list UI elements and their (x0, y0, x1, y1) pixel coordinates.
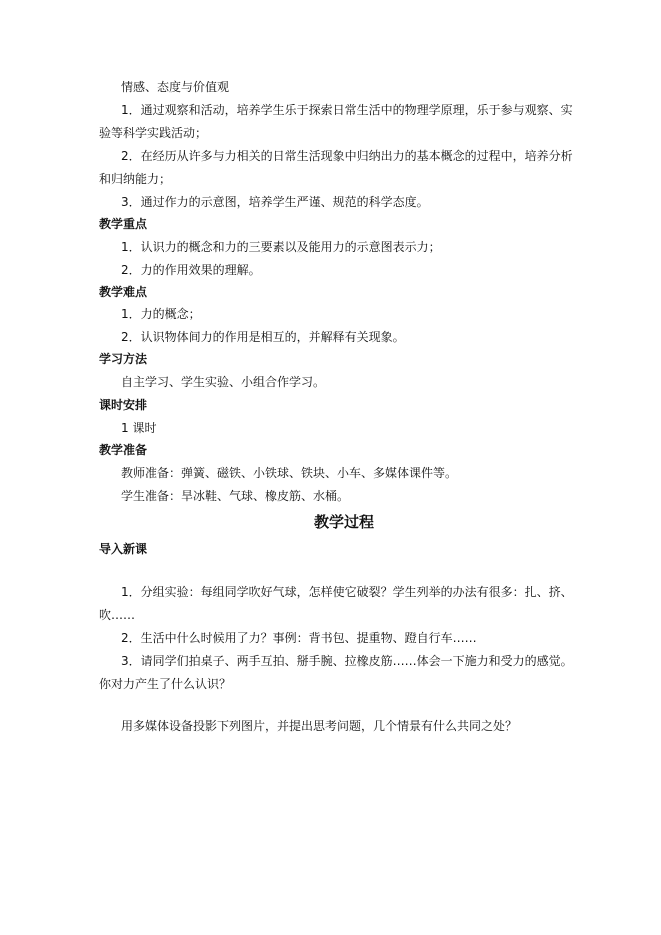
paragraph-line: 验等科学实践活动； (99, 126, 208, 140)
paragraph-line: 你对力产生了什么认识？ (99, 677, 232, 691)
heading-learning-methods: 学习方法 (99, 352, 148, 366)
paragraph-line: 1．分组实验：每组同学吹好气球，怎样使它破裂？学生列举的办法有很多：扎、挤、 (121, 585, 573, 599)
paragraph-line: 学生准备：旱冰鞋、气球、橡皮筋、水桶。 (121, 489, 350, 503)
paragraph-line: 2．生活中什么时候用了力？事例：背书包、提重物、蹬自行车…… (121, 631, 477, 645)
paragraph-line: 1．通过观察和活动，培养学生乐于探索日常生活中的物理学原理，乐于参与观察、实 (121, 103, 573, 117)
paragraph-line: 3．通过作力的示意图，培养学生严谨、规范的科学态度。 (121, 195, 429, 209)
list-item: 2．认识物体间力的作用是相互的，并解释有关现象。 (121, 330, 405, 344)
paragraph-line: 自主学习、学生实验、小组合作学习。 (121, 375, 326, 389)
heading-schedule: 课时安排 (99, 398, 148, 412)
paragraph-line: 教师准备：弹簧、磁铁、小铁球、铁块、小车、多媒体课件等。 (121, 466, 458, 480)
heading-difficulties: 教学难点 (99, 285, 148, 299)
list-item: 2．力的作用效果的理解。 (121, 263, 261, 277)
paragraph-line: 1 课时 (121, 421, 157, 435)
section-heading-attitude: 情感、态度与价值观 (121, 80, 230, 94)
paragraph-line: 用多媒体设备投影下列图片，并提出思考问题，几个情景有什么共同之处？ (121, 719, 518, 733)
heading-key-points: 教学重点 (99, 217, 148, 231)
list-item: 1．力的概念； (121, 307, 201, 321)
list-item: 1．认识力的概念和力的三要素以及能用力的示意图表示力； (121, 240, 441, 254)
heading-introduction: 导入新课 (99, 542, 148, 556)
paragraph-line: 2．在经历从许多与力相关的日常生活现象中归纳出力的基本概念的过程中，培养分析 (121, 149, 573, 163)
paragraph-line: 吹…… (99, 608, 136, 622)
paragraph-line: 和归纳能力； (99, 172, 172, 186)
heading-preparation: 教学准备 (99, 443, 148, 457)
section-title-process: 教学过程 (314, 513, 375, 531)
paragraph-line: 3．请同学们拍桌子、两手互拍、掰手腕、拉橡皮筋……体会一下施力和受力的感觉。 (121, 654, 573, 668)
